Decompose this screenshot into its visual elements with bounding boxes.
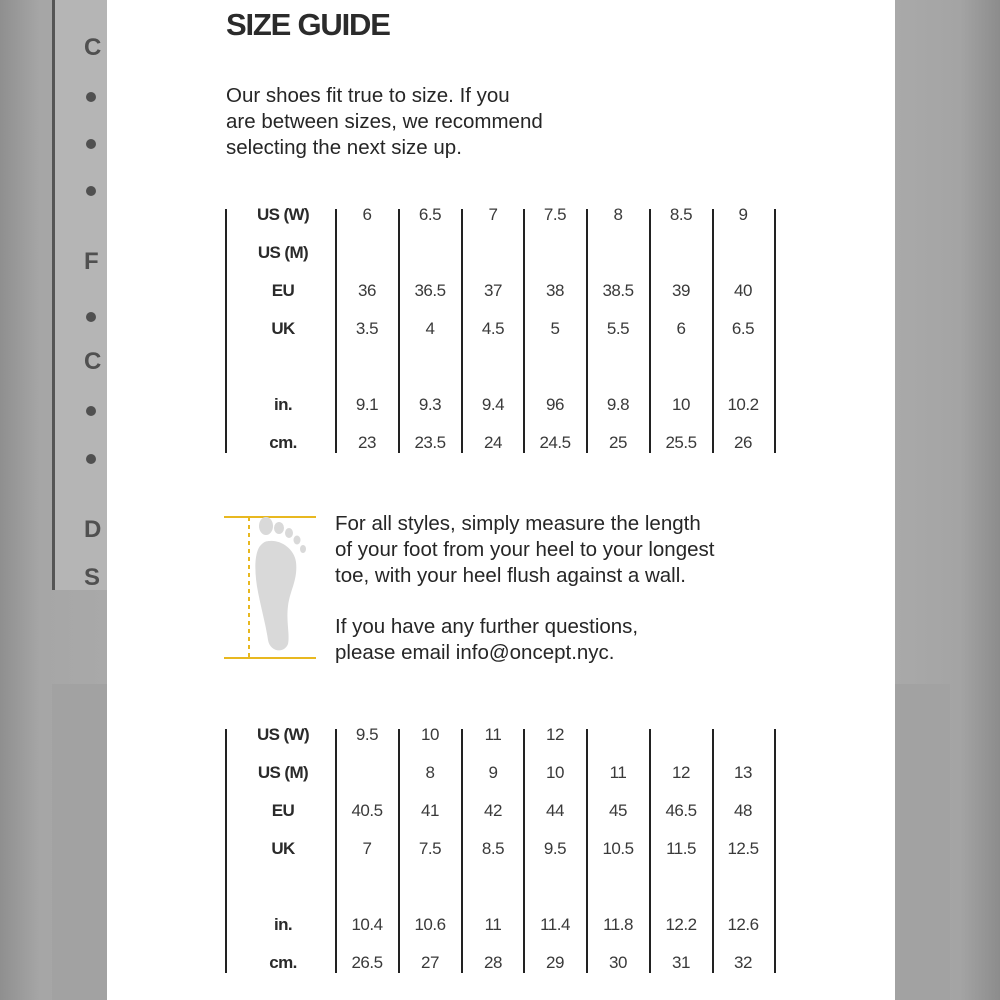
row-label: EU: [271, 801, 295, 820]
size-cell: 11: [484, 725, 502, 744]
row-label: in.: [273, 395, 293, 414]
size-cell: 7: [488, 205, 498, 224]
size-cell: 12: [546, 725, 564, 744]
size-cell: 10.6: [414, 915, 446, 934]
row-label: US (M): [257, 763, 309, 782]
size-cell: 36: [358, 281, 376, 300]
size-cell: 8.5: [481, 839, 505, 858]
intro-line: selecting the next size up.: [226, 136, 462, 159]
size-cell: 41: [421, 801, 439, 820]
size-cell: 44: [546, 801, 564, 820]
background-bullet: [86, 406, 96, 416]
size-cell: 27: [421, 953, 439, 972]
size-cell: 9.4: [481, 395, 505, 414]
modal-title: SIZE GUIDE: [226, 7, 390, 42]
size-cell: 6: [362, 205, 372, 224]
contact-line: please email info@oncept.nyc.: [335, 641, 615, 664]
size-cell: 24: [484, 433, 502, 452]
background-heading: S: [84, 564, 100, 591]
background-bullet: [86, 312, 96, 322]
size-cell: 12.2: [665, 915, 697, 934]
size-cell: 11.4: [540, 915, 570, 934]
size-cell: 4.5: [481, 319, 505, 338]
size-cell: 26.5: [351, 953, 383, 972]
size-cell: 24.5: [539, 433, 571, 452]
size-cell: 4: [425, 319, 435, 338]
size-cell: 6.5: [418, 205, 442, 224]
size-cell: 7.5: [543, 205, 567, 224]
size-cell: 5: [550, 319, 560, 338]
size-cell: 12.5: [727, 839, 759, 858]
size-cell: 10.2: [727, 395, 759, 414]
size-cell: 37: [484, 281, 502, 300]
measure-instructions: [335, 511, 714, 589]
row-label: US (M): [257, 243, 309, 262]
row-label: cm.: [269, 953, 297, 972]
size-cell: 28: [484, 953, 502, 972]
row-label: cm.: [269, 433, 297, 452]
row-label: US (W): [256, 205, 310, 224]
size-cell: 11: [609, 763, 627, 782]
size-cell: 46.5: [665, 801, 697, 820]
size-cell: 26: [734, 433, 752, 452]
size-cell: 96: [546, 395, 564, 414]
size-cell: 11: [484, 915, 502, 934]
size-cell: 10: [421, 725, 439, 744]
size-cell: 9: [738, 205, 748, 224]
size-cell: 48: [734, 801, 752, 820]
size-cell: 23: [358, 433, 376, 452]
size-cell: 6.5: [731, 319, 755, 338]
size-cell: 8.5: [669, 205, 693, 224]
intro-line: Our shoes fit true to size. If you: [226, 84, 510, 107]
size-cell: 11.5: [666, 839, 696, 858]
background-heading: F: [84, 248, 98, 275]
row-label: in.: [273, 915, 293, 934]
size-cell: 9.5: [543, 839, 567, 858]
table-divider: [774, 729, 776, 973]
size-cell: 9.8: [606, 395, 630, 414]
size-cell: 25.5: [665, 433, 697, 452]
contact-info: [335, 614, 638, 666]
measure-line: toe, with your heel flush against a wall.: [335, 564, 686, 587]
measure-line: For all styles, simply measure the length: [335, 512, 701, 535]
background-heading: C: [84, 348, 101, 375]
size-cell: 9.1: [355, 395, 379, 414]
size-cell: 38: [546, 281, 564, 300]
row-label: UK: [271, 319, 295, 338]
background-bullet: [86, 454, 96, 464]
size-cell: 7: [362, 839, 372, 858]
measure-line: of your foot from your heel to your longest: [335, 538, 715, 561]
size-cell: 12.6: [727, 915, 759, 934]
size-cell: 25: [609, 433, 627, 452]
background-bullet: [86, 186, 96, 196]
contact-line: If you have any further questions,: [335, 615, 639, 638]
size-cell: 6: [676, 319, 686, 338]
size-cell: 5.5: [606, 319, 630, 338]
foot-icon: [224, 514, 318, 662]
size-cell: 29: [546, 953, 564, 972]
table-divider: [774, 209, 776, 453]
background-heading: C: [84, 34, 101, 61]
size-cell: 40: [734, 281, 752, 300]
size-cell: 9: [488, 763, 498, 782]
row-label: US (W): [256, 725, 310, 744]
intro-text: [226, 83, 606, 161]
size-cell: 3.5: [355, 319, 379, 338]
size-cell: 45: [609, 801, 627, 820]
size-cell: 9.3: [418, 395, 442, 414]
background-heading: D: [84, 516, 101, 543]
size-cell: 13: [734, 763, 752, 782]
size-cell: 36.5: [414, 281, 446, 300]
size-cell: 8: [425, 763, 435, 782]
foot-measure-illustration: [224, 514, 318, 662]
size-cell: 9.5: [355, 725, 379, 744]
size-cell: 11.8: [603, 915, 633, 934]
size-cell: 7.5: [418, 839, 442, 858]
size-cell: 8: [613, 205, 623, 224]
size-cell: 32: [734, 953, 752, 972]
background-bullet: [86, 139, 96, 149]
size-cell: 10: [546, 763, 564, 782]
background-bullet: [86, 92, 96, 102]
size-cell: 10.5: [602, 839, 634, 858]
row-label: EU: [271, 281, 295, 300]
size-cell: 10: [672, 395, 690, 414]
size-cell: 10.4: [351, 915, 383, 934]
intro-line: are between sizes, we recommend: [226, 110, 543, 133]
size-cell: 42: [484, 801, 502, 820]
background-product-details: [52, 0, 115, 590]
size-cell: 12: [672, 763, 690, 782]
size-cell: 30: [609, 953, 627, 972]
size-cell: 40.5: [351, 801, 383, 820]
row-label: UK: [271, 839, 295, 858]
size-cell: 31: [672, 953, 690, 972]
size-cell: 23.5: [414, 433, 446, 452]
size-cell: 39: [672, 281, 690, 300]
size-cell: 38.5: [602, 281, 634, 300]
